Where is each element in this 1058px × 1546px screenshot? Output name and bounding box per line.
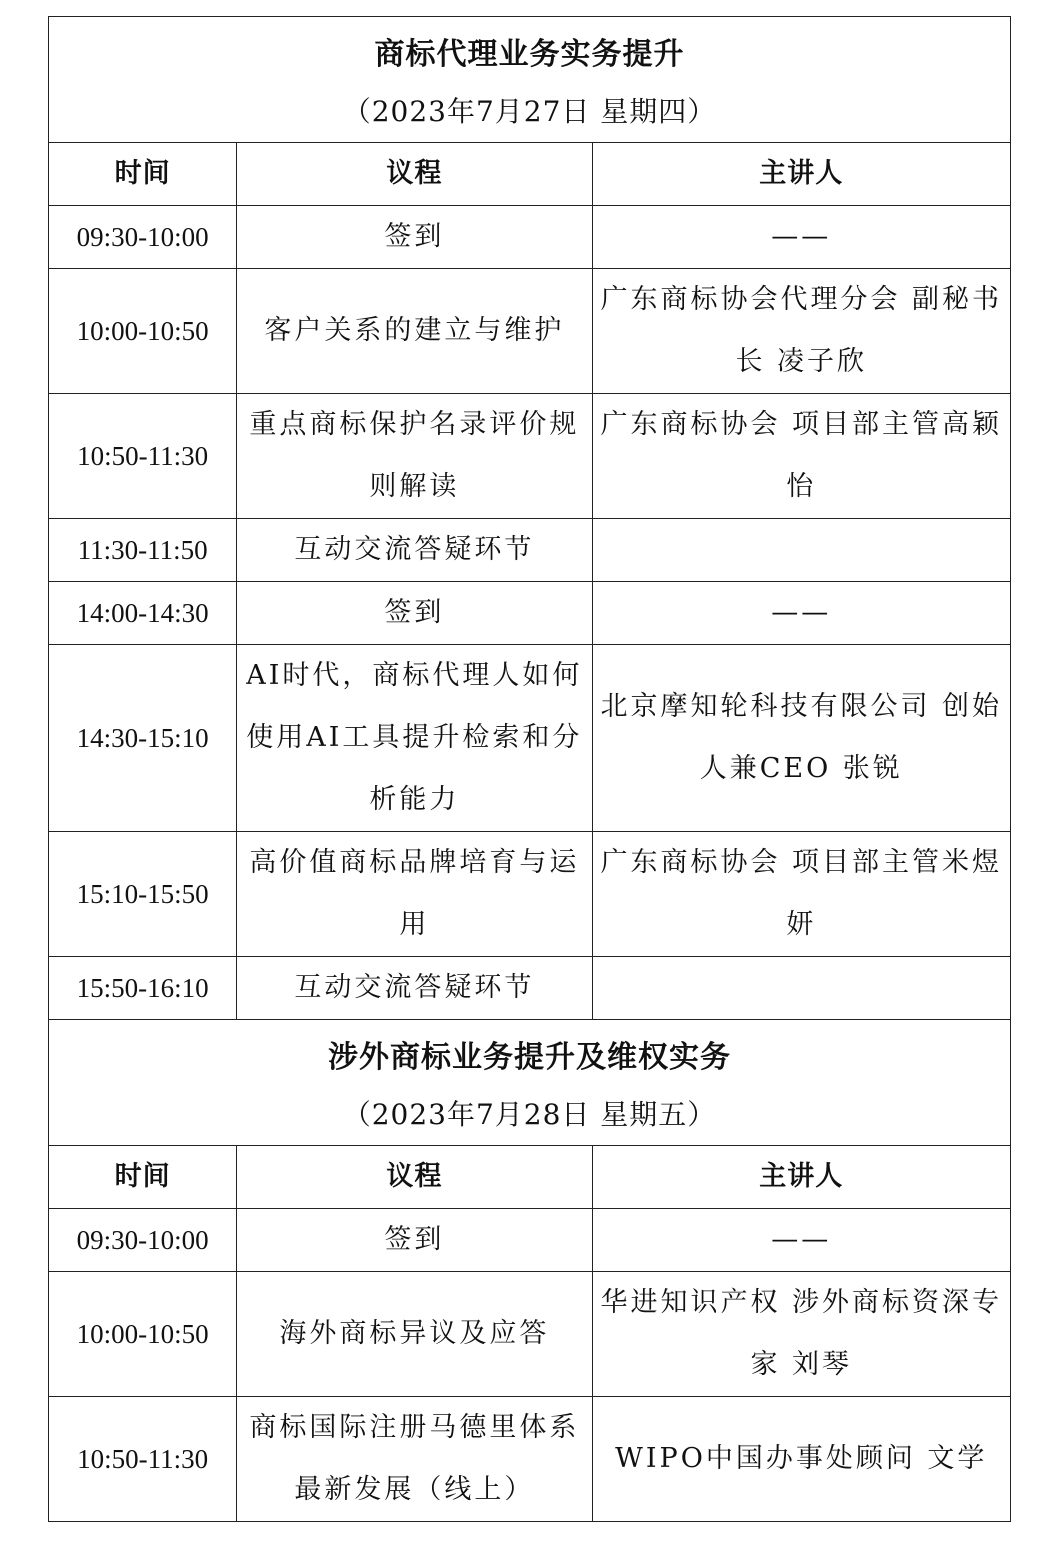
header-speaker: 主讲人 [592,143,1010,206]
time-cell: 10:50-11:30 [49,1397,237,1522]
day1-date: （2023年7月27日 星期四） [49,92,1011,143]
table-row [49,1397,1011,1522]
speaker-cell: —— [592,206,1010,269]
time-cell: 10:00-10:50 [49,269,237,394]
speaker-cell: 广东商标协会代理分会 副秘书长 凌子欣 [592,269,1010,394]
agenda-cell: 互动交流答疑环节 [237,957,592,1020]
header-time: 时间 [49,1146,237,1209]
time-cell: 09:30-10:00 [49,1209,237,1272]
time-cell: 15:10-15:50 [49,832,237,957]
agenda-table [48,16,1011,1522]
day2-title: 涉外商标业务提升及维权实务 [49,1020,1011,1096]
time-cell: 10:00-10:50 [49,1272,237,1397]
agenda-cell: AI时代，商标代理人如何使用AI工具提升检索和分析能力 [237,645,592,832]
speaker-cell: —— [592,1209,1010,1272]
agenda-cell: 海外商标异议及应答 [237,1272,592,1397]
day2-title-row [49,1020,1011,1096]
table-row [49,394,1011,519]
speaker-cell: 广东商标协会 项目部主管高颖怡 [592,394,1010,519]
speaker-cell: WIPO中国办事处顾问 文学 [592,1397,1010,1522]
agenda-cell: 商标国际注册马德里体系最新发展（线上） [237,1397,592,1522]
table-row [49,957,1011,1020]
table-row [49,519,1011,582]
speaker-cell: 北京摩知轮科技有限公司 创始人兼CEO 张锐 [592,645,1010,832]
table-row [49,1209,1011,1272]
speaker-cell [592,957,1010,1020]
agenda-cell: 重点商标保护名录评价规则解读 [237,394,592,519]
day1-title: 商标代理业务实务提升 [49,17,1011,93]
day1-date-row [49,92,1011,143]
table-row [49,645,1011,832]
agenda-cell: 签到 [237,582,592,645]
agenda-cell: 互动交流答疑环节 [237,519,592,582]
day1-header-row [49,143,1011,206]
time-cell: 11:30-11:50 [49,519,237,582]
time-cell: 14:30-15:10 [49,645,237,832]
header-time: 时间 [49,143,237,206]
agenda-cell: 高价值商标品牌培育与运用 [237,832,592,957]
time-cell: 15:50-16:10 [49,957,237,1020]
speaker-cell [592,519,1010,582]
speaker-cell: —— [592,582,1010,645]
agenda-cell: 签到 [237,206,592,269]
speaker-cell: 华进知识产权 涉外商标资深专家 刘琴 [592,1272,1010,1397]
table-row [49,206,1011,269]
header-agenda: 议程 [237,143,592,206]
table-row [49,582,1011,645]
header-speaker: 主讲人 [592,1146,1010,1209]
time-cell: 09:30-10:00 [49,206,237,269]
time-cell: 10:50-11:30 [49,394,237,519]
header-agenda: 议程 [237,1146,592,1209]
day2-date-row [49,1095,1011,1146]
time-cell: 14:00-14:30 [49,582,237,645]
speaker-cell: 广东商标协会 项目部主管米煜妍 [592,832,1010,957]
agenda-cell: 签到 [237,1209,592,1272]
table-row [49,269,1011,394]
table-row [49,832,1011,957]
day1-title-row [49,17,1011,93]
day2-date: （2023年7月28日 星期五） [49,1095,1011,1146]
agenda-cell: 客户关系的建立与维护 [237,269,592,394]
day2-header-row [49,1146,1011,1209]
table-row [49,1272,1011,1397]
